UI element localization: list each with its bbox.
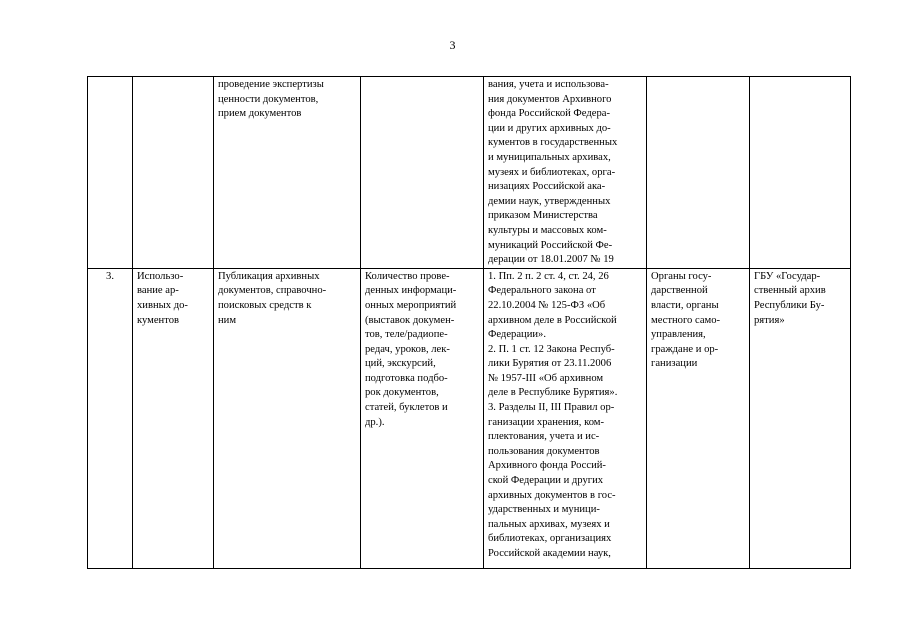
consumers-line: Органы госу- bbox=[651, 270, 712, 282]
indicator-line: онных мероприятий bbox=[365, 299, 457, 311]
service-cell bbox=[214, 268, 361, 568]
function-name-cell bbox=[133, 268, 214, 568]
indicator-line: подготовка подбо- bbox=[365, 372, 448, 384]
consumers-line: управления, bbox=[651, 329, 706, 341]
legal-basis-line: 2. П. 1 ст. 12 Закона Респуб- bbox=[488, 343, 615, 355]
legal-basis-line: Федерального закона от bbox=[488, 285, 596, 297]
consumers-line: дарственной bbox=[651, 285, 708, 297]
legal-basis-line: 3. Разделы II, III Правил ор- bbox=[488, 402, 615, 414]
indicator-line: др.). bbox=[365, 416, 385, 428]
indicator-cell bbox=[361, 268, 484, 568]
legal-basis-line: Федерации». bbox=[488, 329, 546, 341]
indicator-line: статей, буклетов и bbox=[365, 402, 448, 414]
legal-basis-line: музеях и библиотеках, орга- bbox=[488, 166, 616, 178]
indicator-cell bbox=[361, 77, 484, 269]
table-row-service-3 bbox=[88, 268, 851, 568]
provider-line: ГБУ «Государ- bbox=[754, 270, 821, 282]
legal-basis-line: 22.10.2004 № 125-ФЗ «Об bbox=[488, 299, 606, 311]
legal-basis-cell bbox=[484, 268, 647, 568]
provider-cell bbox=[750, 77, 851, 269]
legal-basis-line: архивном деле в Российской bbox=[488, 314, 617, 326]
indicator-line: тов, теле/радиопе- bbox=[365, 329, 448, 341]
legal-basis-line: демии наук, утвержденных bbox=[488, 195, 611, 207]
legal-basis-line: плектования, учета и ис- bbox=[488, 431, 600, 443]
legal-basis-line: вания, учета и использова- bbox=[488, 79, 609, 90]
function-name-line: Использо- bbox=[137, 270, 184, 282]
table-row-continued bbox=[88, 77, 851, 269]
service-line: ценности документов, bbox=[218, 93, 319, 105]
service-line: ним bbox=[218, 314, 237, 326]
service-line: прием документов bbox=[218, 108, 302, 120]
service-cell bbox=[214, 77, 361, 269]
function-name-line: вание ар- bbox=[137, 285, 179, 297]
services-table bbox=[87, 76, 851, 569]
service-line: Публикация архивных bbox=[218, 270, 320, 282]
legal-basis-line: и муниципальных архивах, bbox=[488, 151, 611, 163]
service-line: документов, справочно- bbox=[218, 285, 327, 297]
legal-basis-line: архивных документов в гос- bbox=[488, 489, 616, 501]
legal-basis-line: низациях Российской ака- bbox=[488, 181, 606, 193]
row-number-cell bbox=[88, 77, 133, 269]
consumers-line: граждане и ор- bbox=[651, 343, 719, 355]
indicator-line: рок документов, bbox=[365, 387, 439, 399]
function-name-cell bbox=[133, 77, 214, 269]
function-name-line: кументов bbox=[137, 314, 180, 326]
consumers-line: власти, органы bbox=[651, 299, 719, 311]
provider-line: Республики Бу- bbox=[754, 299, 825, 311]
provider-cell bbox=[750, 268, 851, 568]
legal-basis-line: 1. Пп. 2 п. 2 ст. 4, ст. 24, 26 bbox=[488, 270, 609, 282]
indicator-line: редач, уроков, лек- bbox=[365, 343, 450, 355]
indicator-line: ций, экскурсий, bbox=[365, 358, 436, 370]
legal-basis-line: деле в Республике Бурятия». bbox=[488, 387, 618, 399]
legal-basis-line: кументов в государственных bbox=[488, 137, 618, 149]
consumers-line: ганизации bbox=[651, 358, 698, 370]
indicator-line: (выставок докумен- bbox=[365, 314, 455, 326]
legal-basis-line: фонда Российской Федера- bbox=[488, 108, 610, 120]
consumers-line: местного само- bbox=[651, 314, 721, 326]
service-line: проведение экспертизы bbox=[218, 79, 324, 90]
legal-basis-line: приказом Министерства bbox=[488, 210, 598, 222]
legal-basis-line: лики Бурятия от 23.11.2006 bbox=[488, 358, 612, 370]
consumers-cell bbox=[647, 268, 750, 568]
legal-basis-line: ния документов Архивного bbox=[488, 93, 612, 105]
indicator-line: денных информаци- bbox=[365, 285, 457, 297]
legal-basis-line: ской Федерации и других bbox=[488, 475, 604, 487]
legal-basis-line: ции и других архивных до- bbox=[488, 122, 611, 134]
legal-basis-line: муникаций Российской Фе- bbox=[488, 239, 613, 251]
legal-basis-line: Российской академии наук, bbox=[488, 548, 611, 559]
legal-basis-line: дерации от 18.01.2007 № 19 bbox=[488, 254, 614, 266]
legal-basis-line: библиотеках, организациях bbox=[488, 533, 612, 545]
legal-basis-line: ганизации хранения, ком- bbox=[488, 416, 605, 428]
indicator-line: Количество прове- bbox=[365, 270, 450, 282]
row-number-cell: 3. bbox=[88, 268, 133, 568]
service-line: поисковых средств к bbox=[218, 299, 312, 311]
legal-basis-cell bbox=[484, 77, 647, 269]
provider-line: ственный архив bbox=[754, 285, 826, 297]
legal-basis-line: пальных архивах, музеях и bbox=[488, 518, 610, 530]
legal-basis-line: Архивного фонда Россий- bbox=[488, 460, 606, 472]
legal-basis-line: № 1957-III «Об архивном bbox=[488, 372, 604, 384]
consumers-cell bbox=[647, 77, 750, 269]
function-name-line: хивных до- bbox=[137, 299, 188, 311]
legal-basis-line: ударственных и муници- bbox=[488, 504, 600, 516]
provider-line: рятия» bbox=[754, 314, 785, 326]
page-number: 3 bbox=[449, 38, 456, 52]
legal-basis-line: культуры и массовых ком- bbox=[488, 224, 607, 236]
legal-basis-line: пользования документов bbox=[488, 445, 600, 457]
